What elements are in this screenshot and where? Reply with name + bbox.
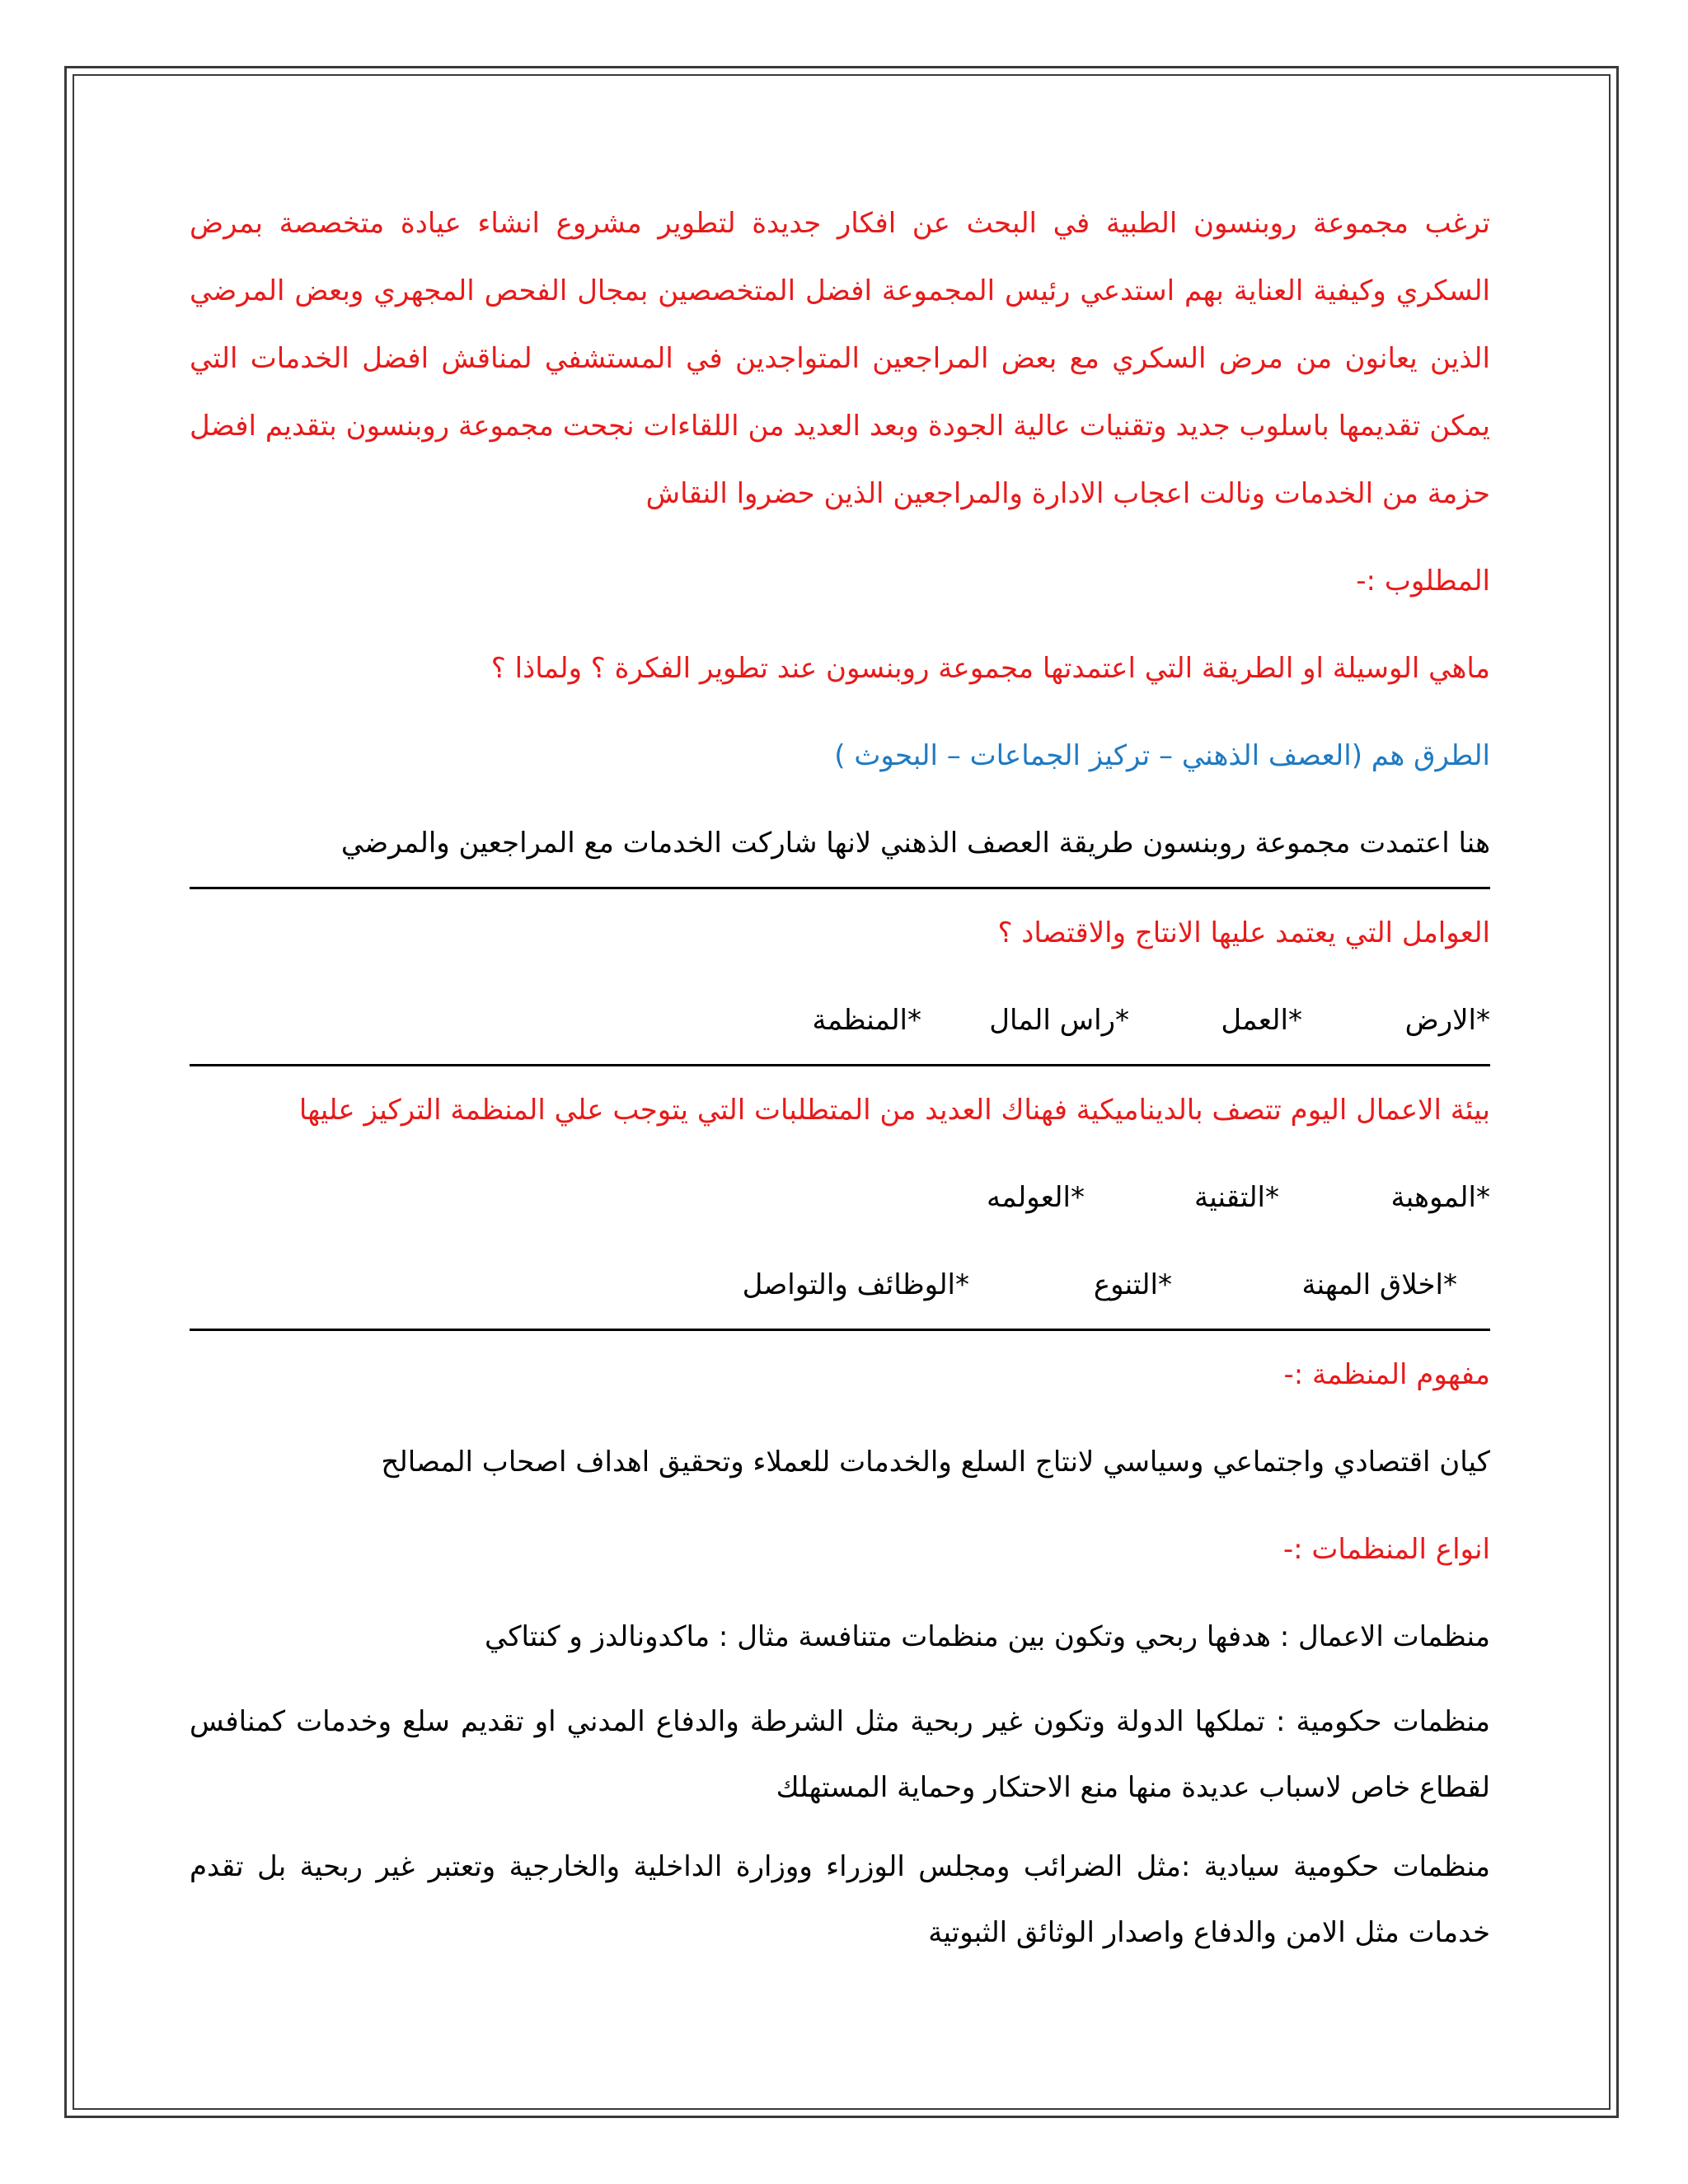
org-government-text: منظمات حكومية : تملكها الدولة وتكون غير ربحية مثل الشرطة والدفاع المدني او تقديم سلع وخدمات كمنافس لقطاع خاص لاسباب عديدة منها منع الاحتكار وحماية المستهلك <box>190 1705 1490 1804</box>
factor-item: *الارض <box>1404 1004 1490 1037</box>
requirement-item: *العولمه <box>986 1181 1085 1214</box>
org-concept-heading: مفهوم المنظمة :- <box>1283 1358 1490 1391</box>
requirements-row-1 <box>190 1154 1490 1241</box>
document-body <box>190 190 1490 1966</box>
requirement-item: *الوظائف والتواصل <box>742 1268 969 1301</box>
intro-paragraph: ترغب مجموعة روبنسون الطبية في البحث عن افكار جديدة لتطوير مشروع انشاء عيادة متخصصة بمرض السكري وكيفية العناية بهم استدعي رئيس المجموعة افضل المتخصصين بمجال الفحص المجهري وبعض المرضي الذين يعانون من مرض السكري مع بعض المراجعين المتواجدين في المستشفي لمناقش افضل الخدمات التي يمكن تقديمها باسلوب جديد وتقنيات عالية الجودة وبعد العديد من اللقاءات نجحت مجموعة روبنسون بتقديم افضل حزمة من الخدمات ونالت اعجاب الادارة والمراجعين الذين حضروا النقاش <box>190 207 1490 510</box>
org-types-heading: انواع المنظمات :- <box>1282 1533 1490 1566</box>
org-concept-text: كيان اقتصادي واجتماعي وسياسي لانتاج السلع والخدمات للعملاء وتحقيق اهداف اصحاب المصالح <box>381 1446 1490 1479</box>
org-sovereign-text: منظمات حكومية سيادية :مثل الضرائب ومجلس الوزراء ووزارة الداخلية والخارجية وتعتبر غير ربحية بل تقدم خدمات مثل الامن والدفاع واصدار الوثائق الثبوتية <box>190 1850 1490 1949</box>
factors-question: العوامل التي يعتمد عليها الانتاج والاقتصاد ؟ <box>997 916 1490 949</box>
requirement-item: *اخلاق المهنة <box>1301 1268 1457 1301</box>
requirement-item: *الموهبة <box>1390 1181 1490 1214</box>
factors-list <box>190 977 1490 1064</box>
question-text: ماهي الوسيلة او الطريقة التي اعتمدتها مجموعة روبنسون عند تطوير الفكرة ؟ ولماذا ؟ <box>490 652 1490 685</box>
factor-item: *العمل <box>1221 1004 1302 1037</box>
requirement-item: *التقنية <box>1193 1181 1279 1214</box>
chosen-method-answer: هنا اعتمدت مجموعة روبنسون طريقة العصف الذهني لانها شاركت الخدمات مع المراجعين والمرضي <box>340 827 1490 860</box>
requirement-item: *التنوع <box>1093 1268 1172 1301</box>
methods-answer: الطرق هم (العصف الذهني – تركيز الجماعات – البحوث ) <box>834 739 1490 772</box>
required-heading: المطلوب :- <box>1356 565 1490 598</box>
requirements-row-2 <box>190 1241 1490 1329</box>
environment-sentence: بيئة الاعمال اليوم تتصف بالديناميكية فهناك العديد من المتطلبات التي يتوجب علي المنظمة التركيز عليها <box>298 1094 1490 1127</box>
factor-item: *المنظمة <box>812 1004 921 1037</box>
factor-item: *راس المال <box>989 1004 1129 1037</box>
org-business-text: منظمات الاعمال : هدفها ربحي وتكون بين منظمات متنافسة مثال : ماكدونالدز و كنتاكي <box>485 1620 1490 1653</box>
